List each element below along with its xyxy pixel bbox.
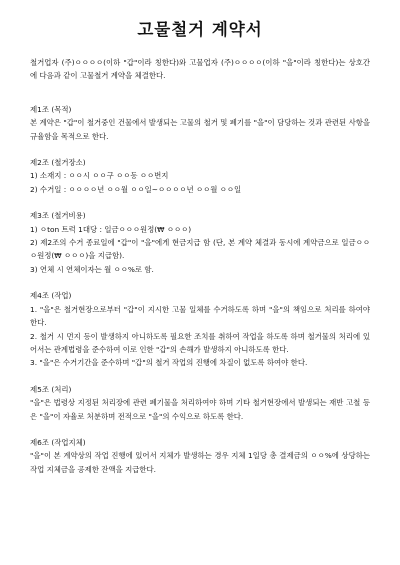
article-line: 본 계약은 "갑"이 철거중인 건물에서 발생되는 고물의 철거 및 폐기를 "을"이 담당하는 것과 관련된 사항을 규율함을 목적으로 한다. (30, 118, 370, 141)
article-line: 2. 철거 시 먼지 등이 발생하지 아니하도록 필요한 조치를 취하여 작업을 하도록 하며 철거물의 처리에 있어서는 관계법령을 준수하여 이로 인한 "갑"의 손해가 발생하지 아니하도록 한다. (30, 331, 370, 354)
article-6 (30, 436, 370, 476)
article-3 (30, 209, 370, 276)
article-1 (30, 103, 370, 143)
article-line: 2) 수거일 : ㅇㅇㅇㅇ년 ㅇㅇ월 ㅇㅇ일~ㅇㅇㅇㅇ년 ㅇㅇ월 ㅇㅇ일 (30, 184, 242, 194)
article-line: 1) 소재지 : ㅇㅇ시 ㅇㅇ구 ㅇㅇ동 ㅇㅇ번지 (30, 171, 169, 181)
article-line: 3) 연체 시 연체이자는 월 ㅇㅇ%로 함. (30, 264, 154, 274)
article-line: 2) 제2조의 수거 종료일에 "갑"이 "을"에게 현금지급 함 (단, 본 계약 체결과 동시에 계약금으로 일금ㅇㅇㅇ원정(₩ ㅇㅇㅇ)을 지급함). (30, 238, 370, 261)
intro-paragraph: 철거업자 (주)ㅇㅇㅇㅇ(이하 "갑"이라 칭한다)와 고물업자 (주)ㅇㅇㅇㅇ(이하 "을"이라 칭한다)는 상호간에 다음과 같이 고물철거 계약을 체결한다. (30, 58, 370, 81)
article-heading: 제4조 (작업) (30, 291, 72, 301)
article-5 (30, 383, 370, 423)
article-line: 1. "을"은 철거현장으로부터 "갑"이 지시한 고물 일체를 수거하도록 하며 "을"의 책임으로 처리를 하여야 한다. (30, 304, 370, 328)
article-line: 1) ㅇton 트럭 1대당 : 일금ㅇㅇㅇ원정(₩ ㅇㅇㅇ) (30, 224, 192, 234)
article-heading: 제2조 (철거장소) (30, 158, 86, 168)
article-line: "을"은 법령상 지정된 처리장에 관련 폐기물을 처리하여야 하며 기타 철거현장에서 발생되는 재반 고철 등은 "을"이 자율로 처분하며 전적으로 "을"의 수익으로 하도록 한다. (30, 398, 370, 421)
article-heading: 제6조 (작업지체) (30, 437, 86, 447)
article-heading: 제3조 (철거비용) (30, 211, 86, 221)
article-4 (30, 289, 370, 369)
document-title: 고물철거 계약서 (137, 20, 263, 39)
article-line: "을"이 본 계약상의 작업 진행에 있어서 지체가 발생하는 경우 지체 1일당 총 결제금의 ㅇㅇ%에 상당하는 작업 지체금을 공제한 잔액을 지급한다. (30, 451, 370, 474)
article-heading: 제5조 (처리) (30, 384, 72, 394)
article-2 (30, 156, 370, 196)
article-line: 3. "을"은 수거기간을 준수하며 "갑"의 철거 작업의 진행에 차질이 없도록 하여야 한다. (30, 358, 308, 368)
article-heading: 제1조 (목적) (30, 104, 72, 114)
